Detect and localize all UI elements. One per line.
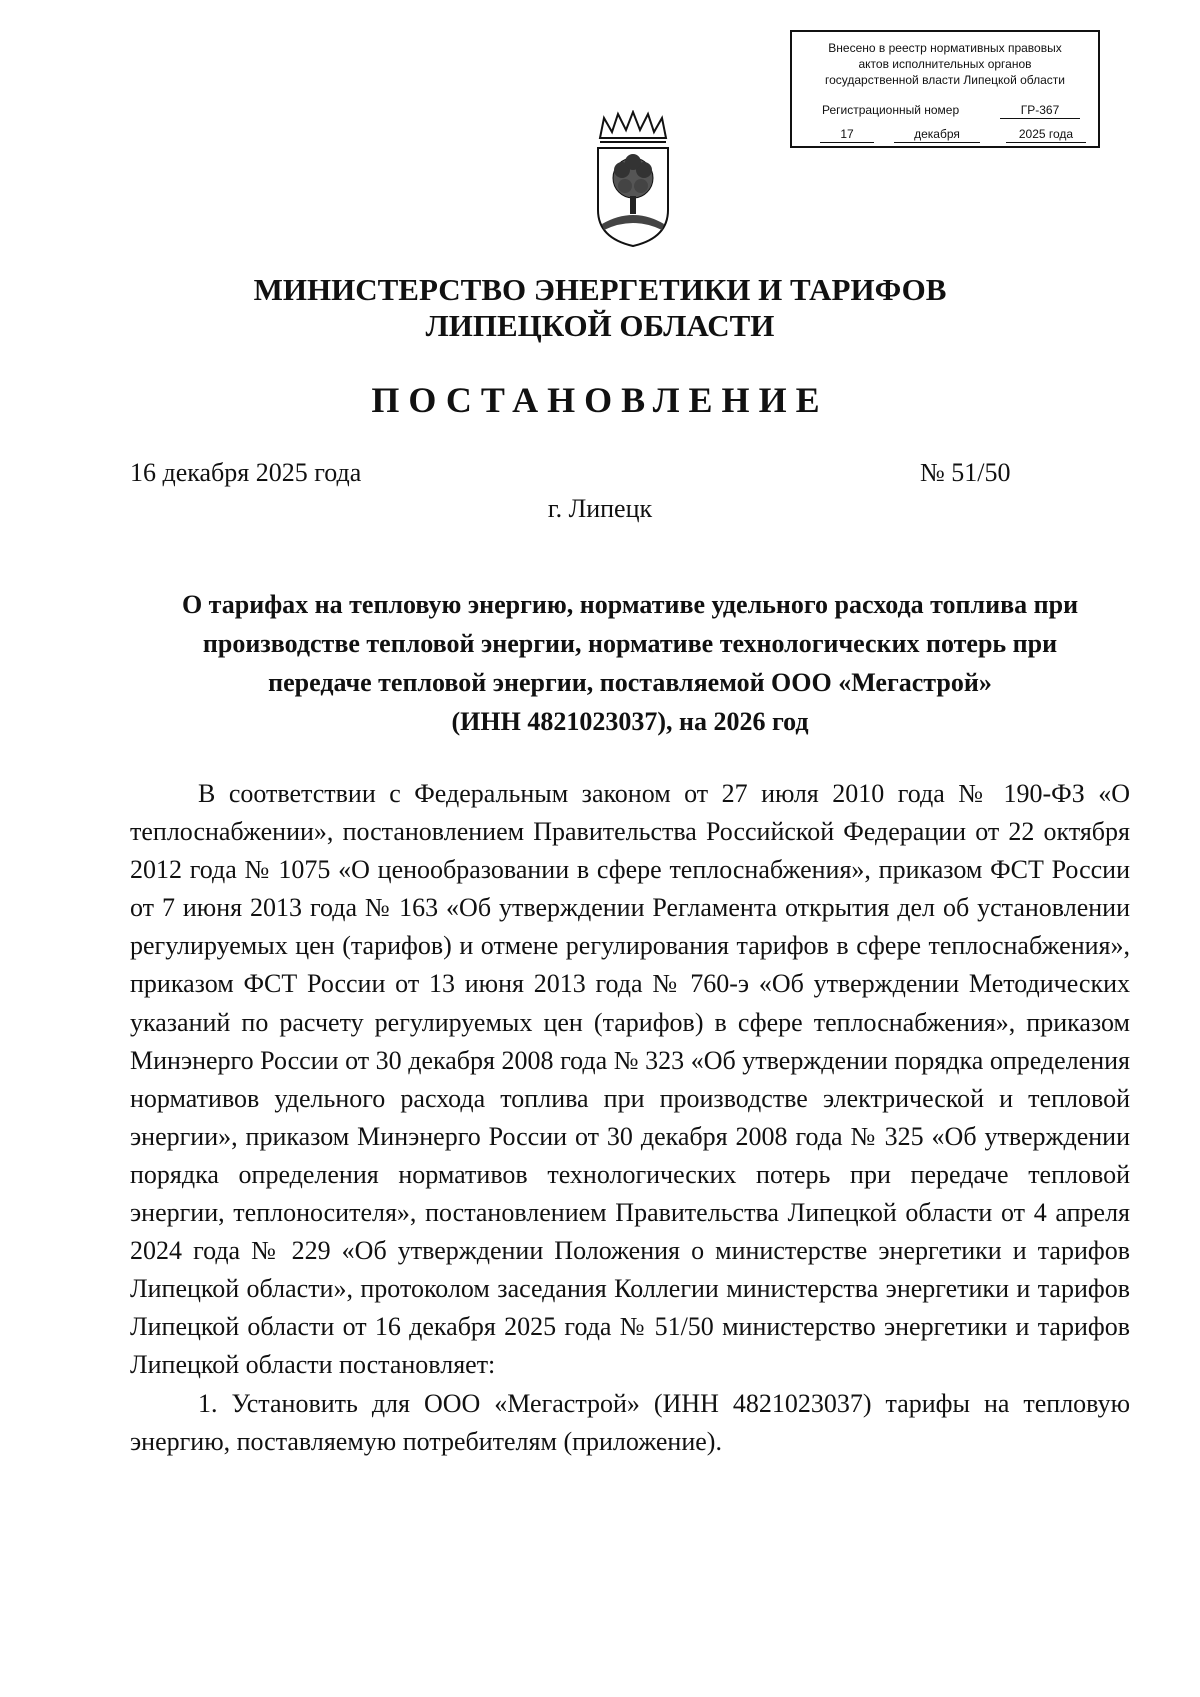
stamp-registration-number: ГР-367 [1000, 102, 1080, 119]
coat-of-arms-icon [590, 110, 676, 250]
subject-line-3: передаче тепловой энергии, поставляемой ООО «Мегастрой» [268, 668, 992, 697]
subject-line-2: производстве тепловой энергии, нормативе технологических потерь при [202, 629, 1058, 658]
stamp-line-1: Внесено в реестр нормативных правовых [828, 41, 1062, 55]
ministry-line-1: МИНИСТЕРСТВО ЭНЕРГЕТИКИ И ТАРИФОВ [253, 272, 947, 307]
document-number: № 51/50 [920, 458, 1011, 487]
registry-stamp [790, 30, 1100, 148]
subject-line-1: О тарифах на тепловую энергию, нормативе удельного расхода топлива при [181, 590, 1079, 619]
clause-1-paragraph: 1. Установить для ООО «Мегастрой» (ИНН 4821023037) тарифы на тепловую энергию, поставляемую потребителям (приложение). [130, 1388, 1130, 1456]
stamp-registration-row [792, 102, 1098, 122]
stamp-registration-label: Регистрационный номер [822, 103, 960, 117]
stamp-line-2: актов исполнительных органов [858, 57, 1032, 71]
preamble-paragraph: В соответствии с Федеральным законом от 27 июля 2010 года № 190-ФЗ «О теплоснабжении», постановлением Правительства Российской Федерации от 22 октября 2012 года № 1075 «О ценообразовании в сфере теплоснабжения», приказом ФСТ России от 7 июня 2013 года № 163 «Об утверждении Регламента открытия дел об установлении регулируемых цен (тарифов) и отмене регулирования тарифов в сфере теплоснабжения», приказом ФСТ России от 13 июня 2013 года № 760-э «Об утверждении Методических указаний по расчету регулируемых цен (тарифов) в сфере теплоснабжения», приказом Минэнерго России от 30 декабря 2008 года № 323 «Об утверждении порядка определения нормативов удельного расхода топлива при производстве электрической и тепловой энергии», приказом Минэнерго России от 30 декабря 2008 года № 325 «Об утверждении порядка определения нормативов технологических потерь при передаче тепловой энергии, теплоносителя», постановлением Правительства Липецкой области от 4 апреля 2024 года № 229 «Об утверждении Положения о министерстве энергетики и тарифов Липецкой области», протоколом заседания Коллегии министерства энергетики и тарифов Липецкой области от 16 декабря 2025 года № 51/50 министерство энергетики и тарифов Липецкой области постановляет: [130, 779, 1130, 1380]
ministry-name [0, 272, 1200, 344]
ministry-line-2: ЛИПЕЦКОЙ ОБЛАСТИ [425, 308, 775, 343]
stamp-date-row [792, 126, 1098, 146]
document-date: 16 декабря 2025 года [130, 458, 362, 487]
stamp-line-3: государственной власти Липецкой области [824, 73, 1066, 87]
document-subject [130, 585, 1130, 741]
document-city: г. Липецк [547, 494, 653, 523]
stamp-month: декабря [894, 126, 980, 143]
stamp-year: 2025 года [1006, 126, 1086, 143]
stamp-day: 17 [820, 126, 874, 143]
subject-line-4: (ИНН 4821023037), на 2026 год [451, 707, 809, 736]
document-body [130, 775, 1130, 1461]
document-type: ПОСТАНОВЛЕНИЕ [371, 380, 829, 420]
